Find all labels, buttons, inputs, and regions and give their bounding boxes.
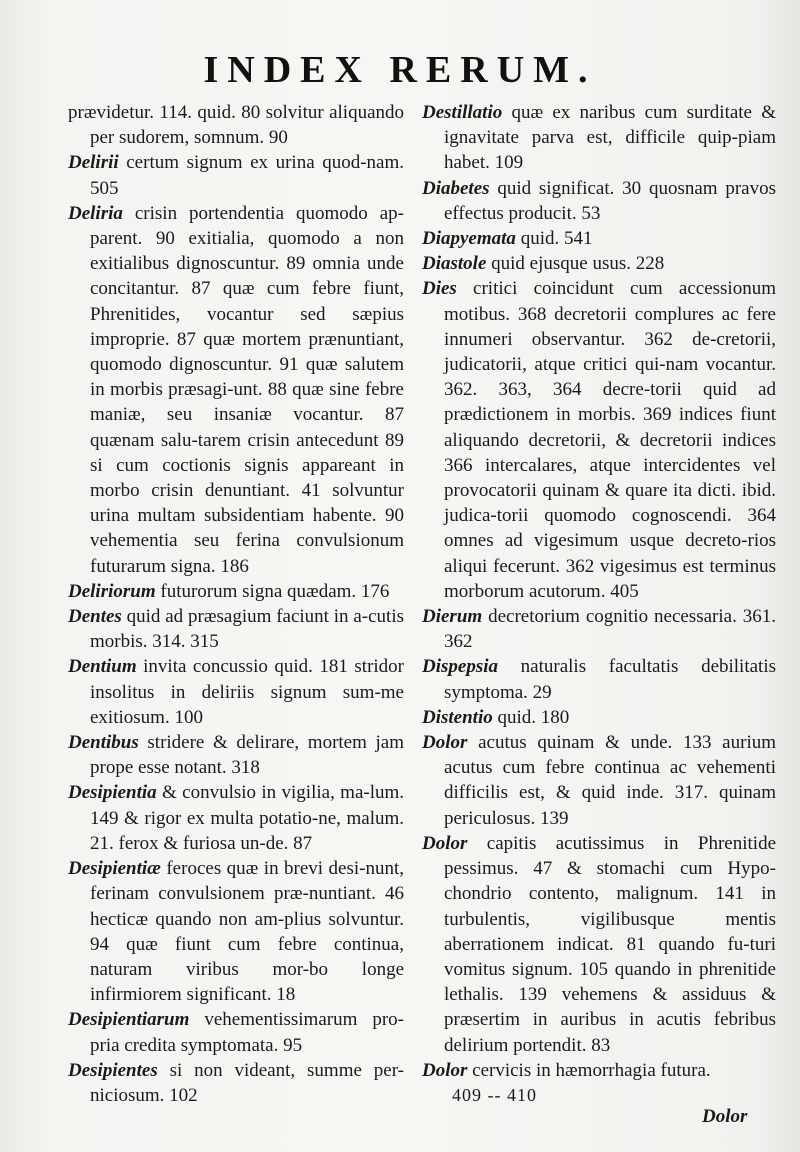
index-entry: Deliria crisin portendentia quomodo ap-parent. 90 exitialia, quomodo a non exitialibus dignoscuntur. 89 omnia unde concitantur. 87 quæ cum febre fiunt, Phrenitides, vocantur sed sæpius improprie. 87 quæ mortem prænuntiant, quomodo dignoscuntur. 91 quæ salutem in morbis præsagi-unt. 88 quæ sine febre maniæ, seu insaniæ vocantur. 87 quænam salu-tarem crisin antecedunt 89 si cum coctionis signis appareant in morbo crisin denuntiant. 41 solvuntur urina multam subsidentiam habente. 90 vehementia seu ferina convulsionum futurarum signa. 186 bbox=[68, 202, 405, 577]
index-entry: Dentibus stridere & delirare, mortem jam prope esse notant. 318 bbox=[68, 732, 405, 779]
index-entry: Destillatio quæ ex naribus cum surditate & ignavitate parva est, difficile quip-piam habet. 109 bbox=[422, 102, 776, 174]
index-entry: Delirii certum signum ex urina quod-nam. 505 bbox=[68, 152, 405, 199]
index-entry: Diabetes quid significat. 30 quosnam pravos effectus producit. 53 bbox=[422, 177, 776, 224]
index-entry: Distentio quid. 180 bbox=[422, 706, 570, 728]
index-entry: Desipientes si non videant, summe per-niciosum. 102 bbox=[68, 1059, 404, 1106]
footer-page-numbers: 409 -- 410 bbox=[452, 1085, 537, 1105]
index-entry: Desipientia & convulsio in vigilia, ma-lum. 149 & rigor ex multa potatio-ne, malum. 21. ferox & furiosa un-de. 87 bbox=[68, 782, 405, 854]
index-entry: Deliriorum futurorum signa quædam. 176 bbox=[68, 580, 390, 602]
index-entry: Dolor cervicis in hæmorrhagia futura. bbox=[422, 1059, 711, 1081]
index-entry: Dierum decretorium cognitio necessaria. 361. 362 bbox=[422, 606, 776, 653]
index-entry: Dentes quid ad præsagium faciunt in a-cutis morbis. 314. 315 bbox=[68, 606, 405, 653]
index-entry: Diapyemata quid. 541 bbox=[422, 228, 593, 250]
index-entry: Dentium invita concussio quid. 181 stridor insolitus in deliriis signum sum-me exitiosum. 100 bbox=[68, 656, 405, 728]
page-header: INDEX RERUM. bbox=[203, 49, 597, 91]
index-entry: Diastole quid ejusque usus. 228 bbox=[422, 253, 665, 275]
catchword: Dolor bbox=[702, 1106, 748, 1127]
index-entry: Dolor capitis acutissimus in Phrenitide pessimus. 47 & stomachi cum Hypo-chondrio contento, malignum. 141 in turbulentis, vigilibusque mentis aberrationem indicat. 81 quando fu-turi vomitus signum. 105 quando in phrenitide lethalis. 139 vehemens & assiduus & præsertim in auribus in acutis febribus delirium portendit. 83 bbox=[422, 832, 777, 1056]
left-column bbox=[68, 100, 404, 1108]
index-entry: Dies critici coincidunt cum accessionum motibus. 368 decretorii complures ac fere innumeri observantur. 362 de-cretorii, judicatorii, atque critici qui-nam vocantur. 362. 363, 364 decre-torii quid ad prædictionem in morbis. 369 indices fiunt aliquando decretorii, & decretorii indices 366 intercalares, atque intercidentes vel provocatorii quinam & quare ita dicti. ibid. judica-torii quomodo cognoscendi. 364 omnes ad vigesimum usque decreto-rios aliqui fecerunt. 362 vigesimus est terminus morborum acutorum. 405 bbox=[422, 278, 776, 602]
right-column bbox=[422, 100, 776, 1083]
index-entry: Desipientiarum vehementissimarum pro-pria credita symptomata. 95 bbox=[68, 1009, 404, 1056]
index-entry: Dolor acutus quinam & unde. 133 aurium acutus cum febre continua ac vehementi difficilis est, & quid inde. 317. quinam periculosus. 139 bbox=[422, 732, 777, 829]
index-entry: prævidetur. 114. quid. 80 solvitur aliquando per sudorem, somnum. 90 bbox=[68, 102, 404, 149]
index-entry: Desipientiæ feroces quæ in brevi desi-nunt, ferinam convulsionem præ-nuntiant. 46 hecticæ quando non am-plius solvuntur. 94 quæ fiunt cum febre continua, naturam viribus mor-bo longe infirmiorem significant. 18 bbox=[68, 858, 404, 1006]
index-entry: Dispepsia naturalis facultatis debilitatis symptoma. 29 bbox=[422, 656, 776, 703]
